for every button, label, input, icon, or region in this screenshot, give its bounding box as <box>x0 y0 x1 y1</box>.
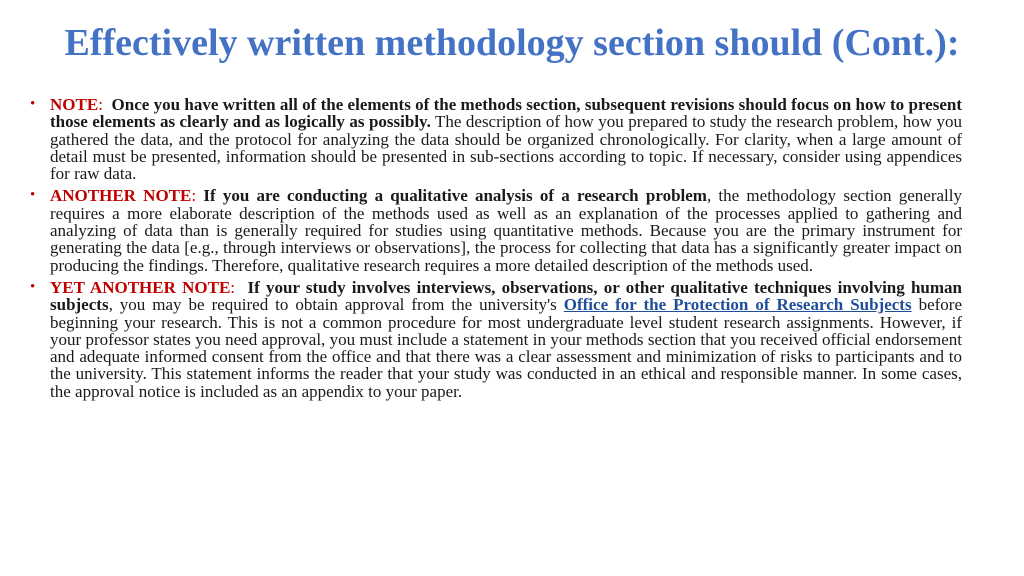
another-note-body-text: , the methodology section generally requires a more elaborate description of the methods used as well as an explanation of the processes applied to gathering and analyzing of data than is generally required for studies using quantitative methods. Because you are the primary instrument for generating the data [e.g., through interviews or observations], the process for collecting that data has a significantly greater impact on producing the findings. Therefore, qualitative research requires a more detailed description of the methods used. <box>50 186 963 275</box>
yet-another-note-text-before-link: , you may be required to obtain approval from the university's <box>108 295 564 315</box>
yet-another-note-label: YET ANOTHER NOTE <box>50 277 231 297</box>
slide-title: Effectively written methodology section should (Cont.): <box>64 22 960 64</box>
another-note-bold-text: If you are conducting a qualitative analysis of a research problem <box>203 186 707 206</box>
yet-another-note-text-after-link: before beginning your research. This is not a common procedure for most undergraduate level student research assignments. However, if your professor states you need approval, you must include a statement in your methods section that you received official endorsement and adequate informed consent from the office and that there was a clear assessment and minimization of risks to participants and to the university. This statement informs the reader that your study was conducted in an ethical and responsible manner. In some cases, the approval notice is included as an appendix to your paper. <box>50 295 962 401</box>
bullet-dot-icon: • <box>30 96 36 112</box>
yet-another-note-colon: : <box>230 277 236 297</box>
note-colon: : <box>98 95 103 114</box>
note-body-text: The description of how you prepared to study the research problem, how you gathered the data, and the protocol for analyzing the data should be organized chronologically. For clarity, when a large amount of detail must be presented, information should be presented in sub-sections according to topic. If necessary, consider using appendices for raw data. <box>50 112 962 184</box>
yet-another-note-bold-text: If your study involves interviews, observations, or other qualitative techniques involving human subjects <box>50 277 963 315</box>
bullet-yet-another-note <box>28 279 962 400</box>
another-note-label: ANOTHER NOTE <box>50 186 192 206</box>
bullet-another-note <box>28 187 962 273</box>
bullet-dot-icon: • <box>30 278 36 295</box>
note-label: NOTE <box>50 95 99 114</box>
bullet-note <box>28 96 962 182</box>
bullet-dot-icon: • <box>30 187 36 204</box>
research-subjects-office-link[interactable]: Office for the Protection of Research Subjects <box>563 295 912 315</box>
note-bold-text: Once you have written all of the elements of the methods section, subsequent revisions should focus on how to present those elements as clearly and as logically as possibly. <box>50 95 963 132</box>
another-note-colon: : <box>191 186 197 206</box>
bullet-list <box>28 96 962 405</box>
